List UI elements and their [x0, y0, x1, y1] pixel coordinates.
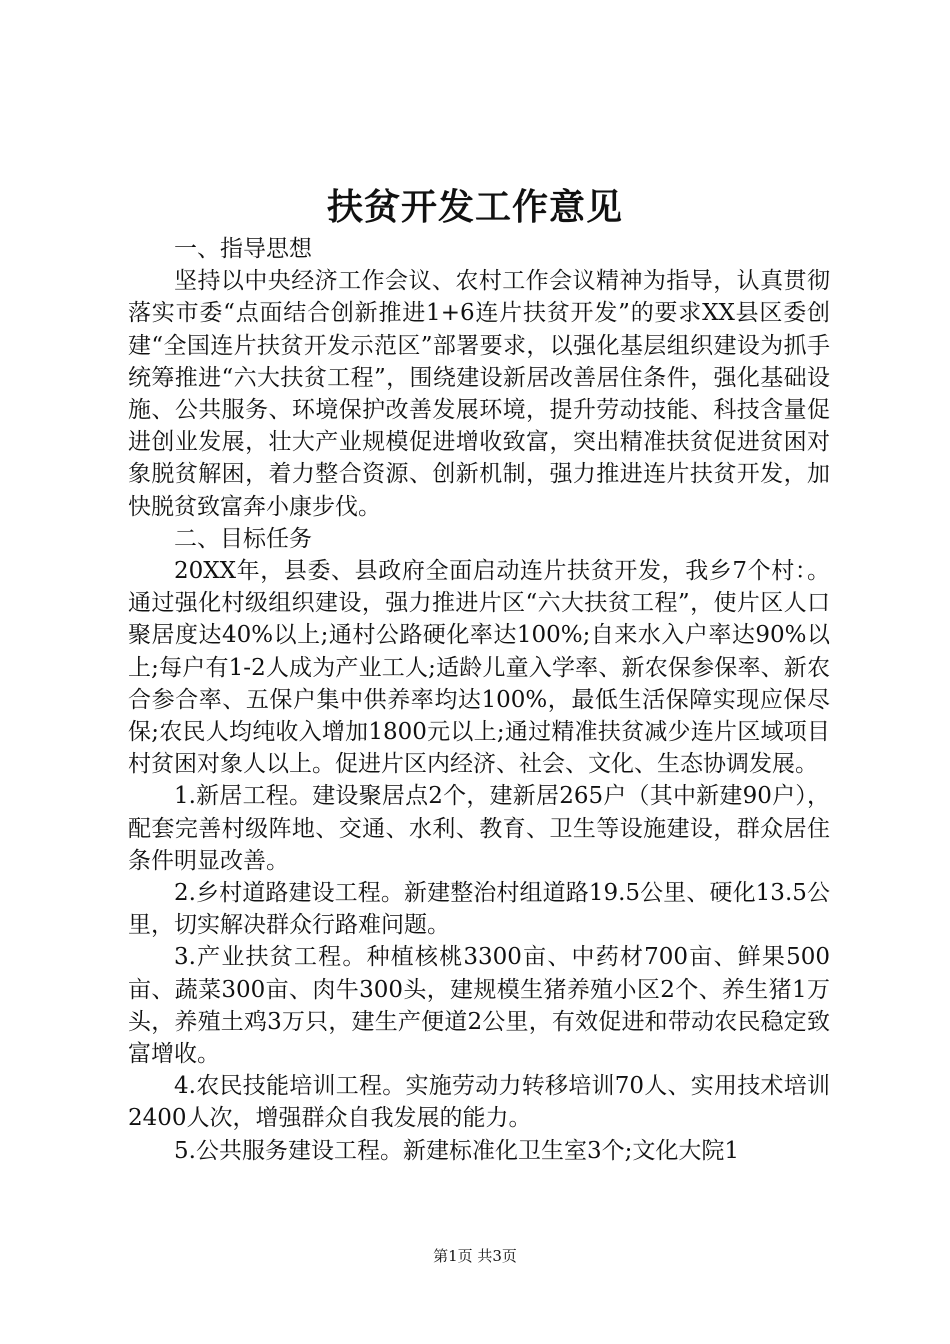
- page-number-footer: 第1页 共3页: [433, 1247, 517, 1265]
- body-paragraph: 坚持以中央经济工作会议、农村工作会议精神为指导，认真贯彻落实市委“点面结合创新推进1+6连片扶贫开发”的要求XX县区委创建“全国连片扶贫开发示范区”部署要求，以强化基层组织建设为抓手统筹推进“六大扶贫工程”，围绕建设新居改善居住条件，强化基础设施、公共服务、环境保护改善发展环境，提升劳动技能、科技含量促进创业发展，壮大产业规模促进增收致富，突出精准扶贫促进贫困对象脱贫解困，着力整合资源、创新机制，强力推进连片扶贫开发，加快脱贫致富奔小康步伐。: [128, 268, 830, 520]
- body-paragraph: 1.新居工程。建设聚居点2个，建新居265户（其中新建90户），配套完善村级阵地、交通、水利、教育、卫生等设施建设，群众居住条件明显改善。: [128, 783, 830, 874]
- body-paragraph: 20XX年，县委、县政府全面启动连片扶贫开发，我乡7个村：。通过强化村级组织建设，强力推进片区“六大扶贫工程”，使片区人口聚居度达40%以上;通村公路硬化率达100%;自来水入户率达90%以上;每户有1-2人成为产业工人;适龄儿童入学率、新农保参保率、新农合参合率、五保户集中供养率均达100%，最低生活保障实现应保尽保;农民人均纯收入增加1800元以上;通过精准扶贫减少连片区域项目村贫困对象人以上。促进片区内经济、社会、文化、生态协调发展。: [128, 558, 830, 778]
- body-paragraph: 2.乡村道路建设工程。新建整治村组道路19.5公里、硬化13.5公里，切实解决群众行路难问题。: [128, 880, 830, 939]
- document-title: 扶贫开发工作意见: [326, 187, 623, 228]
- body-paragraph: 5.公共服务建设工程。新建标准化卫生室3个;文化大院1: [174, 1137, 739, 1164]
- section-heading: 二、目标任务: [174, 525, 312, 552]
- section-heading: 一、指导思想: [174, 236, 312, 262]
- document-body: [128, 233, 830, 1167]
- body-paragraph: 3.产业扶贫工程。种植核桃3300亩、中药材700亩、鲜果500亩、蔬菜300亩、肉牛300头，建规模生猪养殖小区2个、养生猪1万头，养殖土鸡3万只，建生产便道2公里，有效促进和带动农民稳定致富增收。: [128, 944, 830, 1068]
- body-paragraph: 4.农民技能培训工程。实施劳动力转移培训70人、实用技术培训2400人次，增强群众自我发展的能力。: [128, 1073, 830, 1132]
